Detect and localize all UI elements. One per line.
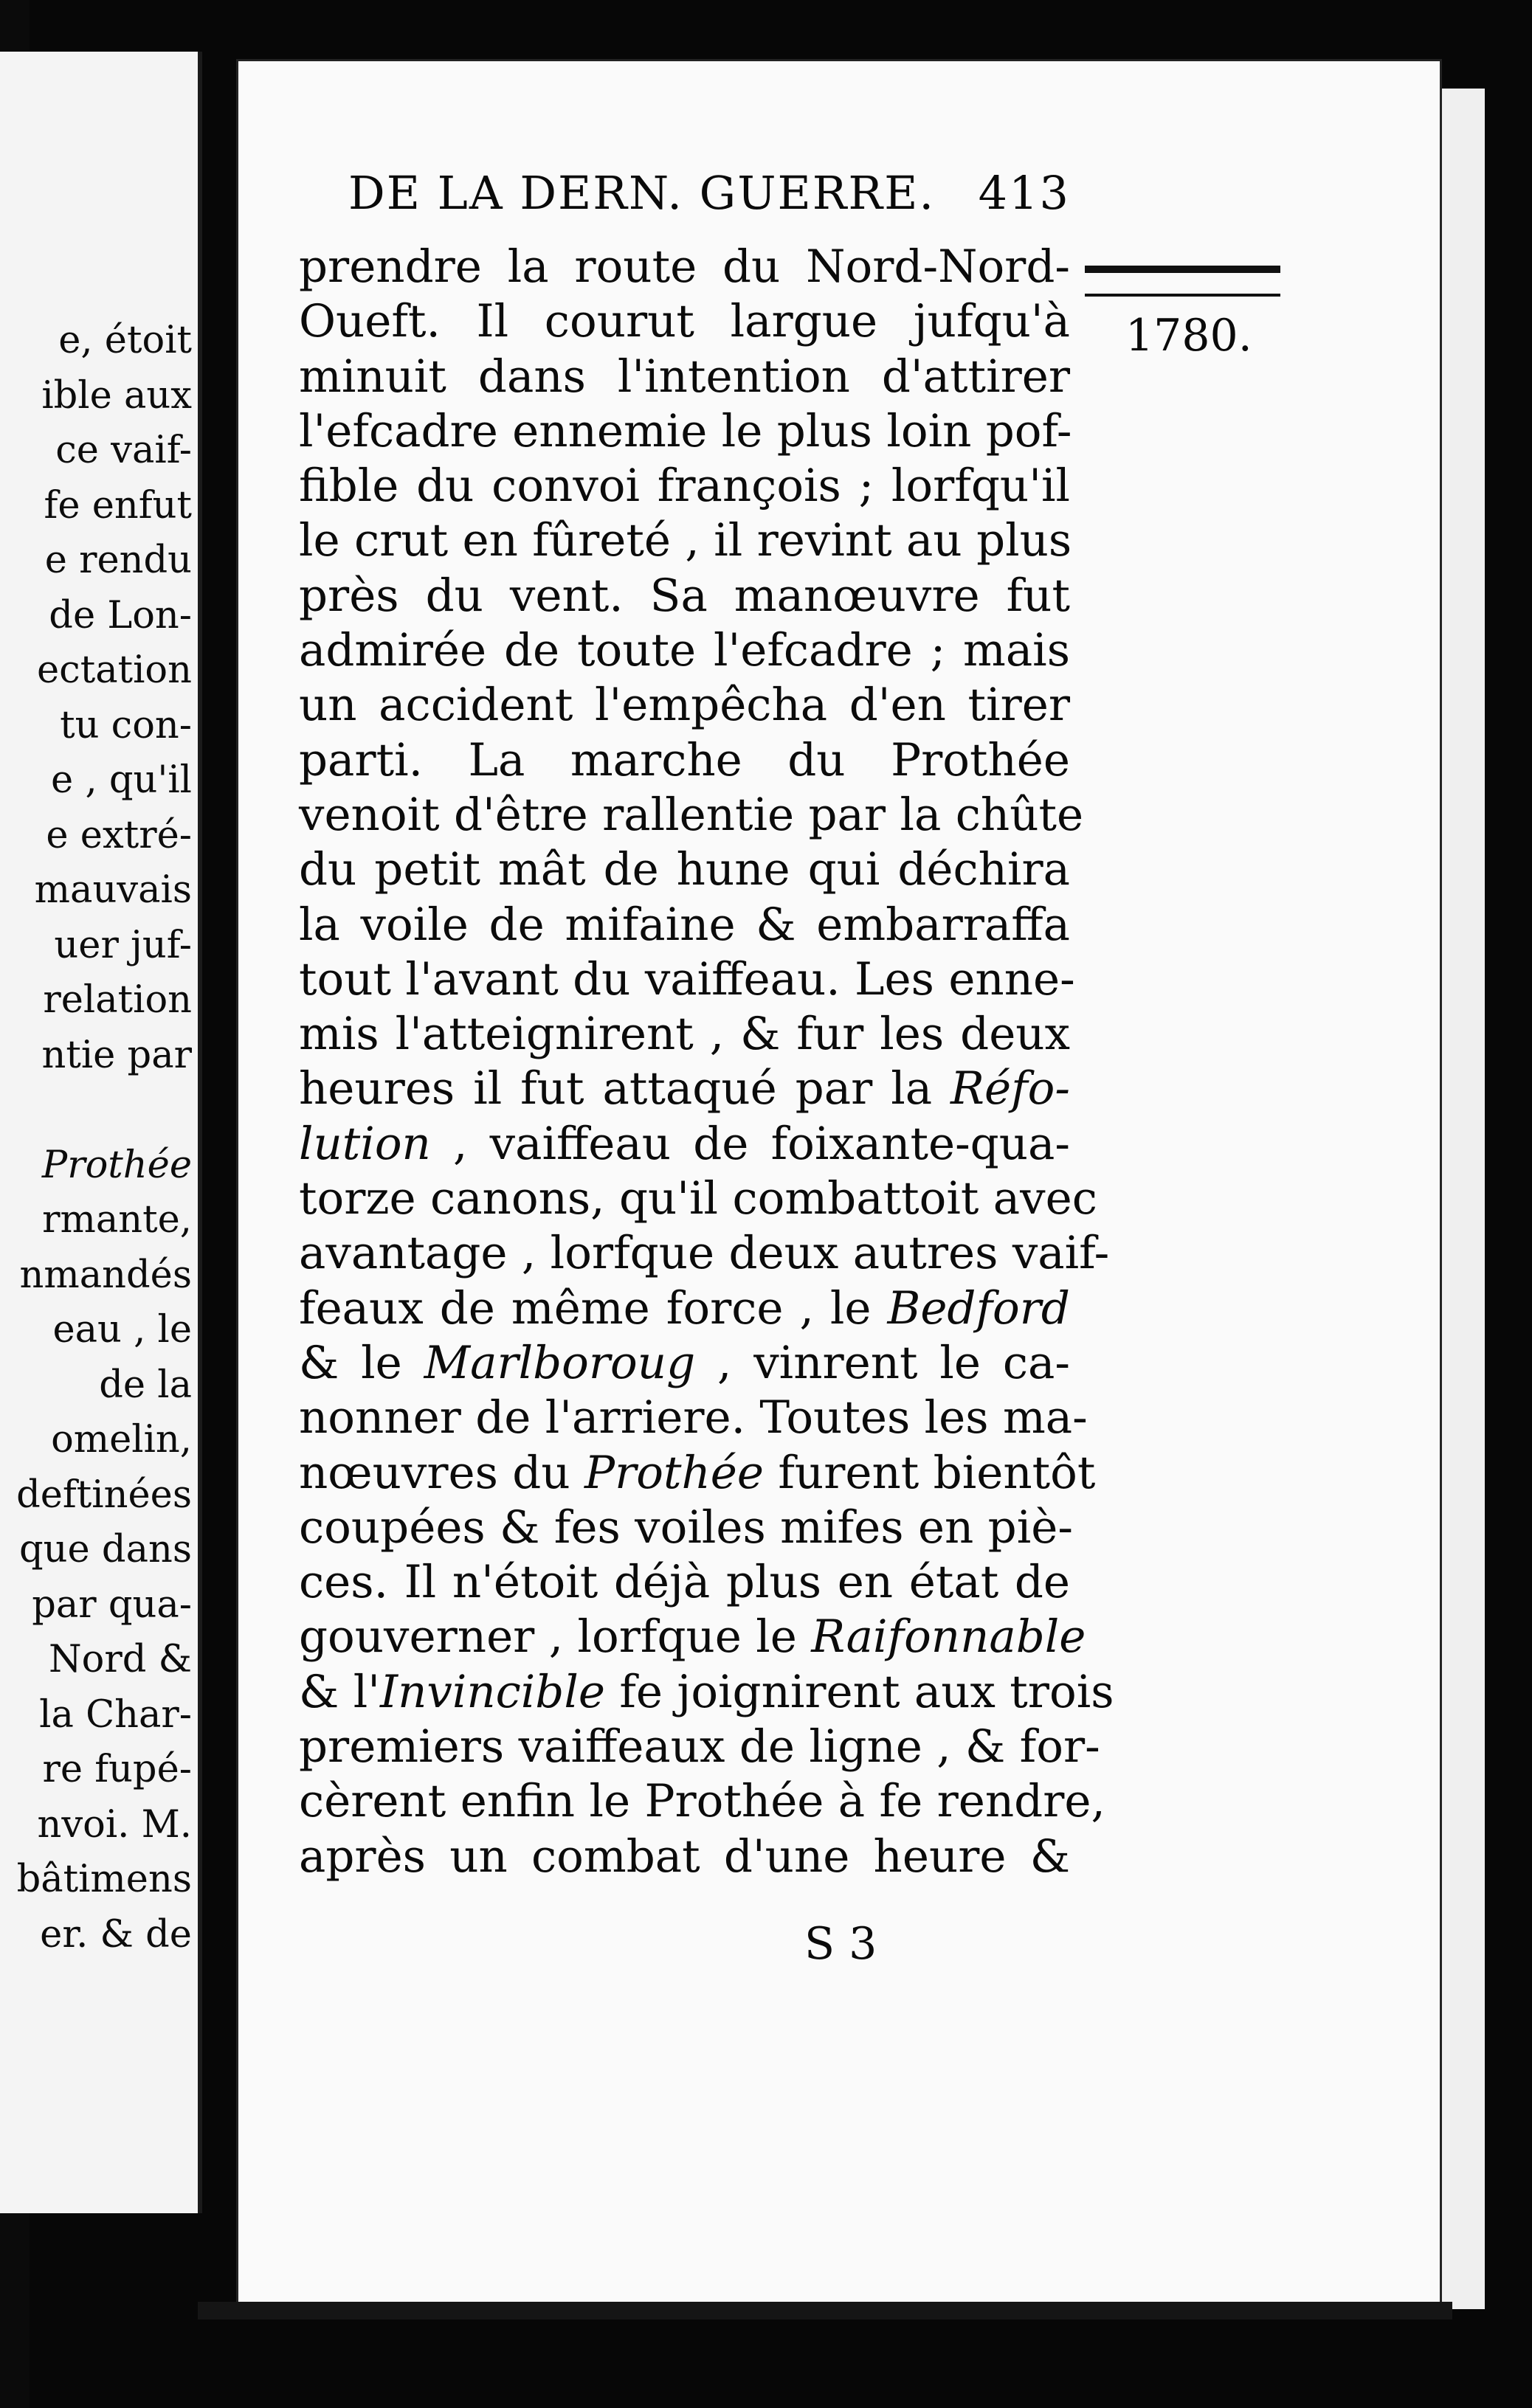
text-line (299, 1117, 1070, 1172)
facing-page-line: bâtimens (16, 1858, 192, 1901)
text-line (299, 1610, 1086, 1664)
text-line (299, 1555, 1070, 1610)
text-run: la voile de mifaine & embarraffa (299, 898, 1070, 951)
margin-year: 1780. (1125, 310, 1252, 361)
page-bottom-edge (198, 2302, 1452, 2319)
italic-text: Prothée (584, 1446, 764, 1499)
text-run: prendre la route du Nord-Nord- (299, 241, 1070, 293)
text-line (299, 952, 1075, 1007)
facing-page-line: par qua- (32, 1582, 192, 1627)
text-run: furent bientôt (763, 1446, 1096, 1499)
text-line (299, 1830, 1070, 1884)
facing-page-line: e rendu (44, 539, 192, 582)
facing-page-line: ntie par (41, 1033, 192, 1077)
text-line (299, 1446, 1096, 1501)
facing-page-line: mauvais (34, 868, 192, 912)
text-run: fe joignirent aux trois (604, 1665, 1114, 1718)
italic-text: lution (299, 1117, 431, 1170)
facing-page-line: ce vaif- (55, 429, 192, 472)
text-run: du petit mât de hune qui déchira (299, 843, 1070, 896)
facing-page-line: tu con- (60, 703, 192, 747)
facing-page-line: Prothée (41, 1143, 192, 1187)
text-run: coupées & fes voiles mifes en piè- (299, 1501, 1073, 1554)
text-run: premiers vaiffeaux de ligne , & for- (299, 1720, 1100, 1774)
facing-page-line: nvoi. M. (37, 1802, 192, 1847)
facing-page-line: er. & de (40, 1912, 192, 1957)
margin-rule (1085, 266, 1280, 297)
text-run: & le (299, 1336, 424, 1389)
facing-page-line: e , qu'il (51, 758, 192, 802)
text-run: torze canons, qu'il combattoit avec (299, 1172, 1097, 1225)
text-line (299, 513, 1070, 568)
text-run: après un combat d'une heure & (299, 1830, 1070, 1883)
text-line (299, 733, 1070, 788)
text-line (299, 1172, 1097, 1226)
page-number: 413 (978, 166, 1070, 220)
text-run: l'efcadre ennemie le plus loin pof- (299, 404, 1072, 457)
facing-page-line: eau , le (52, 1308, 192, 1352)
text-run: feaux de même force , le (299, 1281, 888, 1335)
facing-page-line: de la (99, 1363, 192, 1407)
page-edge (1439, 89, 1485, 2309)
text-run: avantage , lorfque deux autres vaif- (299, 1227, 1110, 1280)
text-line (299, 1336, 1070, 1391)
text-line (299, 1062, 1070, 1116)
text-run: venoit d'être rallentie par la chûte (299, 788, 1084, 841)
running-header (348, 166, 1070, 220)
text-line (299, 294, 1070, 349)
facing-page-line: de Lon- (49, 593, 192, 637)
facing-page-text (0, 314, 198, 1962)
page-body-text (299, 240, 1114, 1884)
text-line (299, 1007, 1070, 1062)
text-run: heures il fut attaqué par la (299, 1062, 951, 1115)
text-line (299, 843, 1070, 897)
text-line (299, 1501, 1073, 1555)
text-run: Oueft. Il courut largue jufqu'à (299, 295, 1070, 348)
facing-page-line: re fupé- (42, 1748, 192, 1791)
facing-page-line: omelin, (51, 1418, 192, 1461)
text-line (299, 1226, 1110, 1281)
text-line (299, 1391, 1088, 1445)
text-run: , vaiffeau de foixante-qua- (430, 1117, 1070, 1170)
text-run: un accident l'empêcha d'en tirer (299, 679, 1070, 732)
text-line (299, 459, 1070, 513)
facing-page-line: ectation (36, 648, 192, 692)
text-run: & l' (299, 1665, 380, 1718)
facing-page-line (0, 1083, 198, 1138)
text-run: parti. La marche du Prothée (299, 733, 1070, 786)
facing-page-line: Nord & (49, 1638, 192, 1681)
italic-text: Réfo- (950, 1062, 1070, 1115)
facing-page-line: relation (43, 978, 192, 1022)
text-line (299, 569, 1070, 623)
italic-text: Invincible (379, 1665, 605, 1718)
facing-page-line: e, étoit (58, 319, 192, 362)
italic-text: Raifonnable (811, 1610, 1086, 1664)
facing-page-line: ible aux (41, 373, 192, 418)
text-line (299, 1281, 1070, 1336)
text-line (299, 898, 1070, 952)
text-line (299, 1774, 1105, 1829)
text-run: cèrent enfin le Prothée à fe rendre, (299, 1775, 1105, 1828)
facing-page-line: la Char- (39, 1692, 192, 1737)
text-line (299, 350, 1070, 404)
signature-mark: S 3 (804, 1918, 877, 1970)
facing-page-line: uer juf- (54, 923, 192, 967)
text-run: mis l'atteignirent , & fur les deux (299, 1008, 1070, 1061)
running-title: DE LA DERN. GUERRE. (348, 166, 936, 220)
text-run: tout l'avant du vaiffeau. Les enne- (299, 952, 1075, 1006)
text-line (299, 678, 1070, 733)
text-run: , vinrent le ca- (695, 1336, 1070, 1389)
italic-text: Marlboroug (424, 1336, 696, 1389)
text-run: admirée de toute l'efcadre ; mais (299, 624, 1070, 677)
text-run: fible du convoi françois ; lorfqu'il (299, 460, 1070, 513)
facing-page-line: e extré- (46, 813, 192, 857)
text-line (299, 788, 1084, 843)
facing-page (0, 52, 202, 2213)
text-run: minuit dans l'intention d'attirer (299, 350, 1070, 403)
text-line (299, 404, 1070, 459)
text-run: gouverner , lorfque le (299, 1610, 812, 1664)
text-line (299, 623, 1070, 678)
italic-text: Bedford (887, 1281, 1070, 1335)
text-run: le crut en fûreté , il revint au plus (299, 514, 1072, 567)
facing-page-line: nmandés (19, 1253, 192, 1297)
text-line (299, 240, 1070, 294)
text-line (299, 1720, 1100, 1774)
facing-page-line: fe enfut (44, 483, 192, 527)
text-run: nonner de l'arriere. Toutes les ma- (299, 1391, 1088, 1445)
text-run: ces. Il n'étoit déjà plus en état de (299, 1556, 1070, 1609)
text-run: près du vent. Sa manœuvre fut (299, 569, 1070, 622)
facing-page-line: deftinées (16, 1473, 192, 1517)
facing-page-line: que dans (19, 1528, 192, 1571)
text-run: nœuvres du (299, 1446, 585, 1499)
facing-page-line: rmante, (42, 1198, 192, 1242)
text-line (299, 1665, 1114, 1720)
